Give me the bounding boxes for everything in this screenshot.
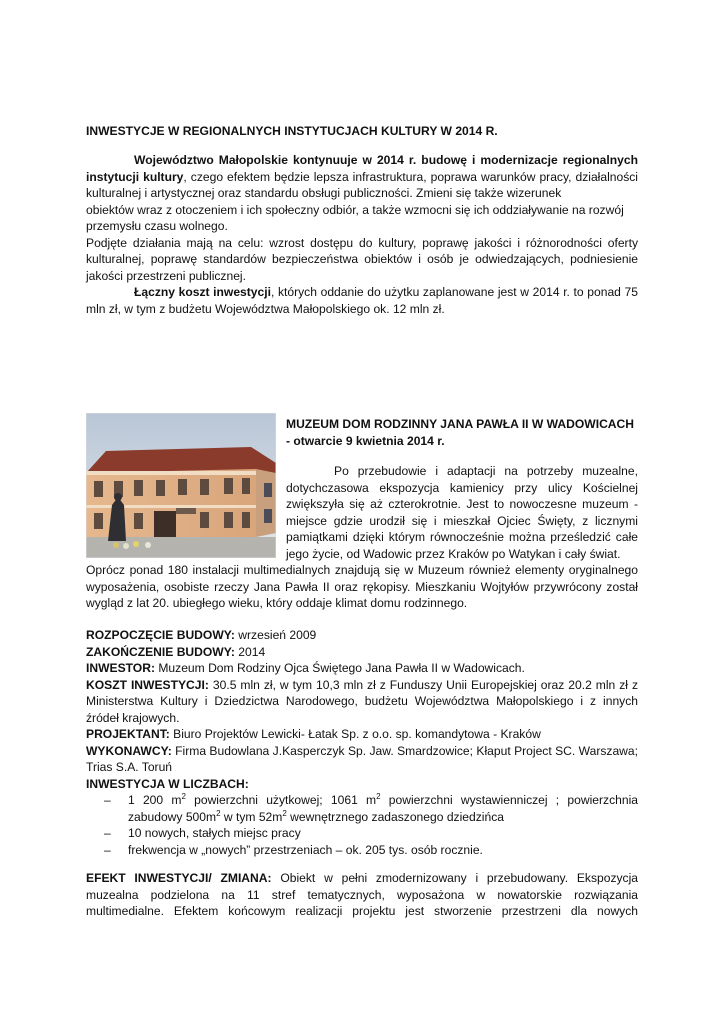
list-dash: – bbox=[104, 793, 111, 807]
area-usable-value: 1 200 m bbox=[128, 793, 182, 807]
area-courtyard-value: w tym 52m bbox=[220, 809, 283, 824]
investor-label: INWESTOR: bbox=[86, 661, 155, 675]
intro-line-1 bbox=[86, 152, 638, 169]
list-dash: – bbox=[104, 826, 111, 840]
list-dash: – bbox=[104, 842, 111, 857]
investment-effect bbox=[86, 870, 638, 920]
superscript: 2 bbox=[181, 792, 186, 801]
intro-line-2-text: , czego efektem będzie lepsza infrastruktura, poprawa warunków pracy, działalności bbox=[183, 169, 638, 184]
museum-heading: MUZEUM DOM RODZINNY JANA PAWŁA II W WADOWICACH - otwarcie 9 kwietnia 2014 r. bbox=[286, 417, 635, 448]
area-courtyard-text: wewnętrznego zadaszonego dziedzińca bbox=[286, 809, 504, 824]
museum-description-continued: Oprócz ponad 180 instalacji multimedialnych znajdują się w Muzeum również elementy oryginalnego wyposażenia, osobiste rzeczy Jana Pawła II oraz rękopisy. Mieszkaniu Wojtyłów przywrócony został wygląd z lat 20. ubiegłego wieku, który oddaje klimat domu rodzinnego. bbox=[86, 563, 638, 610]
investment-cost bbox=[86, 677, 638, 727]
intro-goals-paragraph: Podjęte działania mają na celu: wzrost dostępu do kultury, poprawę jakości i różnorodności oferty kulturalnej, poprawę standardów bezpieczeństwa obiektów i osób je odwiedzających, podniesienie jakości przestrzeni publicznej. bbox=[86, 235, 638, 283]
intro-line-5: przemysłu czasu wolnego. bbox=[86, 219, 228, 233]
superscript: 2 bbox=[216, 808, 221, 818]
contractors bbox=[86, 743, 638, 776]
intro-culture-bold: instytucji kultury bbox=[86, 169, 184, 184]
designer-value: Biuro Projektów Lewicki- Łatak Sp. z o.o. sp. komandytowa - Kraków bbox=[169, 727, 541, 741]
numbers-heading-label: INWESTYCJA W LICZBACH: bbox=[86, 776, 249, 791]
museum-description: Po przebudowie i adaptacji na potrzeby muzealne, dotychczasowa ekspozycja kamienicy przy ulicy Kościelnej zwiększyła się aż czterokrotnie. Jest to nowoczesne muzeum - miejsce gdzie urodził się i mieszkał Ojciec Święty, z licznymi pamiątkami dzięki którym równocześnie można prześledzić całe jego życie, od Wadowic przez Kraków po Watykan i cały świat. bbox=[286, 464, 638, 561]
attendance-text: frekwencja w „nowych” przestrzeniach – ok. 205 tys. osób rocznie. bbox=[128, 842, 483, 857]
intro-section bbox=[86, 152, 638, 317]
area-usable-text: powierzchni użytkowej; 1061 m bbox=[185, 793, 377, 807]
investor bbox=[86, 660, 638, 677]
list-item bbox=[86, 792, 638, 825]
investor-value: Muzeum Dom Rodziny Ojca Świętego Jana Pawła II w Wadowicach. bbox=[154, 661, 525, 675]
investment-effect-text: Obiekt w pełni zmodernizowany i przebudowany. Ekspozycja muzealna podzielona na 11 stref tematycznych, wyposażona w nowatorskie rozwiązania multimedialne. Efektem końcowym realizacji projektu jest stworzenie przestrzeni dla nowych bbox=[86, 871, 639, 918]
list-item bbox=[86, 825, 638, 842]
construction-start-value: wrzesień 2009 bbox=[234, 628, 317, 642]
superscript: 2 bbox=[282, 808, 287, 818]
intro-total-cost-paragraph bbox=[86, 284, 638, 317]
designer bbox=[86, 726, 638, 743]
intro-line-4: obiektów wraz z otoczeniem i ich społeczny odbiór, a także wzmocni się ich oddziaływanie na rozwój bbox=[86, 202, 624, 217]
area-exhibition-text: powierzchni wystawienniczej ; powierzchnia zabudowy 500m bbox=[128, 793, 638, 824]
document-title: INWESTYCJE W REGIONALNYCH INSTYTUCJACH KULTURY W 2014 R. bbox=[86, 124, 498, 138]
construction-end-value: 2014 bbox=[234, 644, 266, 659]
superscript: 2 bbox=[376, 792, 381, 801]
investment-cost-value: 30.5 mln zł, w tym 10,3 mln zł z Funduszy Unii Europejskiej oraz 20.2 mln zł z Ministerstwa Kultury i Dziedzictwa Narodowego, budżetu Województwa Małopolskiego i z innych źródeł krajowych. bbox=[86, 677, 638, 725]
construction-start bbox=[86, 627, 638, 644]
total-cost-bold: Łączny koszt inwestycji bbox=[134, 285, 271, 299]
contractors-value: Firma Budowlana J.Kasperczyk Sp. Jaw. Smardzowice; Kłaput Project SC. Warszawa; Trias S.A. Toruń bbox=[86, 743, 638, 774]
jobs-text: 10 nowych, stałych miejsc pracy bbox=[128, 826, 301, 840]
construction-end-label: ZAKOŃCZENIE BUDOWY: bbox=[86, 644, 235, 659]
list-item bbox=[86, 842, 638, 859]
contractors-label: WYKONAWCY: bbox=[86, 743, 172, 758]
intro-line-2 bbox=[86, 169, 638, 186]
numbers-heading bbox=[86, 776, 638, 793]
construction-end bbox=[86, 644, 638, 661]
total-cost-text: , których oddanie do użytku zaplanowane jest w 2014 r. to ponad 75 mln zł, w tym z budżetu Województwa Małopolskiego ok. 12 mln zł. bbox=[86, 285, 638, 316]
intro-line-3: kulturalnej i artystycznej oraz standardu obsługi publiczności. Zmieni się także wizerunek bbox=[86, 186, 562, 200]
numbers-list bbox=[86, 792, 638, 858]
construction-start-label: ROZPOCZĘCIE BUDOWY: bbox=[86, 628, 235, 642]
intro-lead-bold: Województwo Małopolskie kontynuuje w 2014 r. budowę i modernizacje regionalnych bbox=[134, 153, 638, 167]
investment-details bbox=[86, 627, 638, 858]
investment-effect-label: EFEKT INWESTYCJI/ ZMIANA: bbox=[86, 871, 272, 885]
investment-cost-label: KOSZT INWESTYCJI: bbox=[86, 677, 209, 692]
designer-label: PROJEKTANT: bbox=[86, 727, 170, 741]
museum-photo bbox=[86, 413, 276, 558]
